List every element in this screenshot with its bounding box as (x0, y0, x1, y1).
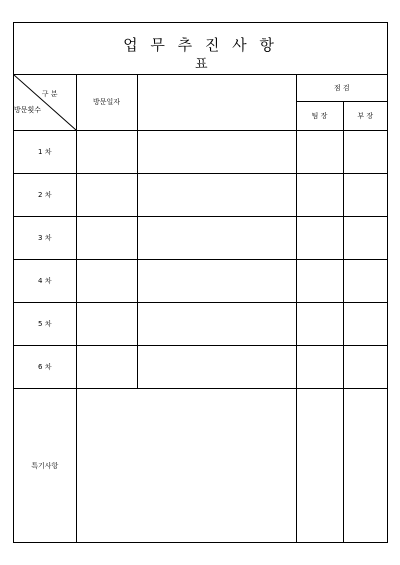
remarks-cell (76, 388, 296, 543)
check-a-cell (296, 173, 343, 216)
form-table (14, 75, 387, 543)
diagonal-line (14, 75, 76, 130)
content-header-cell (137, 75, 296, 130)
content-cell (137, 259, 296, 302)
check-b-header: 부 장 (343, 101, 387, 130)
row-label: 2 차 (14, 173, 76, 216)
date-cell (76, 345, 137, 388)
row-label: 6 차 (14, 345, 76, 388)
table-row (14, 173, 387, 216)
row-label: 1 차 (14, 130, 76, 173)
diagonal-header-cell (14, 75, 76, 130)
date-cell (76, 259, 137, 302)
date-cell (76, 130, 137, 173)
content-cell (137, 130, 296, 173)
remarks-label: 특기사항 (14, 388, 76, 543)
page-title: 업 무 추 진 사 항 (123, 36, 278, 54)
check-b-cell (343, 130, 387, 173)
remarks-check-b-cell (343, 388, 387, 543)
check-b-cell (343, 259, 387, 302)
visit-count-label: 방문횟수 (14, 106, 42, 114)
content-cell (137, 302, 296, 345)
table-row (14, 130, 387, 173)
content-cell (137, 216, 296, 259)
work-progress-form (13, 22, 388, 543)
check-a-cell (296, 302, 343, 345)
check-a-cell (296, 345, 343, 388)
table-row (14, 259, 387, 302)
check-b-cell (343, 302, 387, 345)
category-label: 구 분 (41, 90, 58, 98)
content-cell (137, 173, 296, 216)
date-cell (76, 302, 137, 345)
table-row (14, 216, 387, 259)
check-b-cell (343, 216, 387, 259)
remarks-check-a-cell (296, 388, 343, 543)
check-a-cell (296, 259, 343, 302)
check-header: 점 검 (296, 75, 387, 101)
check-a-header: 팀 장 (296, 101, 343, 130)
row-label: 3 차 (14, 216, 76, 259)
date-cell (76, 173, 137, 216)
title-band (14, 23, 387, 75)
content-cell (137, 345, 296, 388)
check-a-cell (296, 216, 343, 259)
check-b-cell (343, 173, 387, 216)
row-label: 5 차 (14, 302, 76, 345)
table-row (14, 302, 387, 345)
date-cell (76, 216, 137, 259)
remarks-row (14, 388, 387, 543)
check-b-cell (343, 345, 387, 388)
header-row (14, 75, 387, 101)
check-a-cell (296, 130, 343, 173)
title-subscript: 표 (195, 57, 208, 72)
row-label: 4 차 (14, 259, 76, 302)
table-row (14, 345, 387, 388)
visit-date-header: 방문일자 (76, 75, 137, 130)
